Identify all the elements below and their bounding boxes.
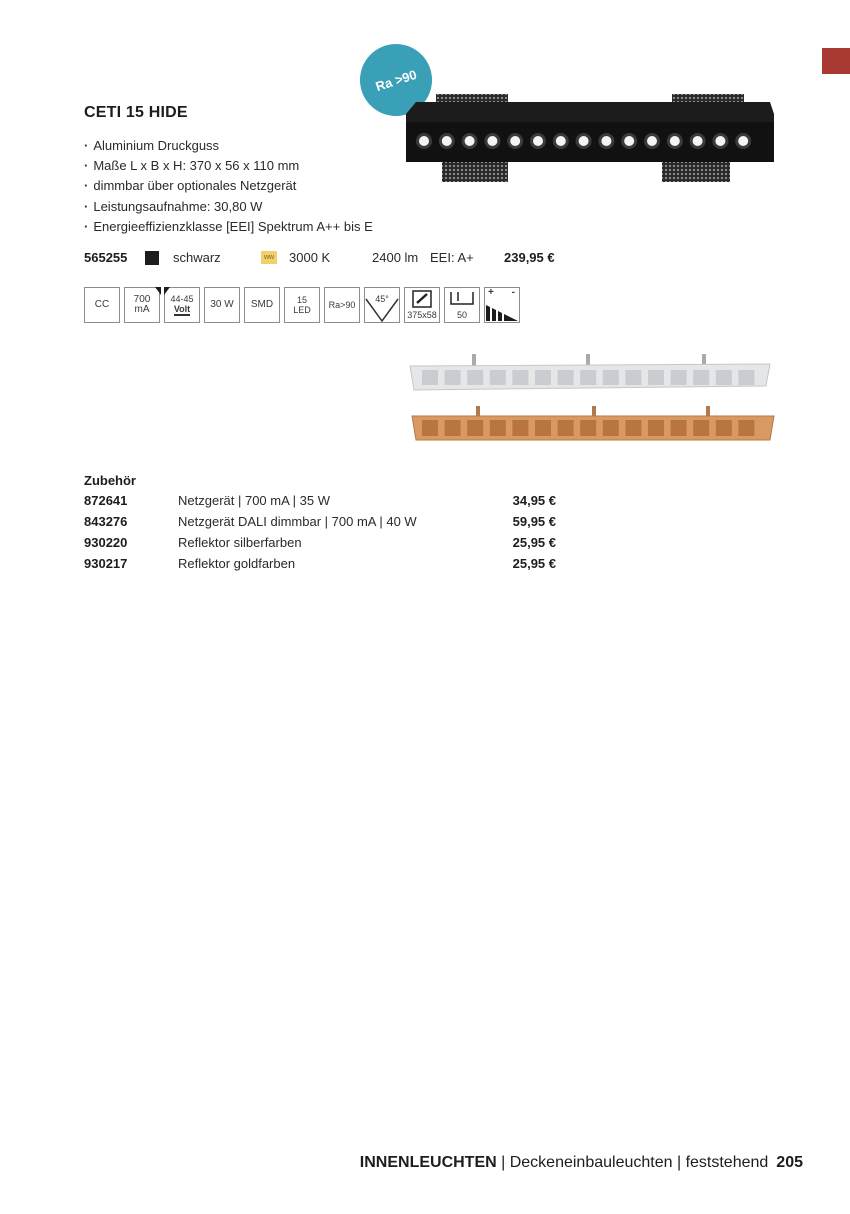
led-light (601, 136, 611, 146)
beam-angle-shape (364, 287, 400, 323)
variant-color-temperature: 3000 K (289, 250, 331, 265)
depth-label: 50 (456, 310, 467, 320)
led-light (693, 136, 703, 146)
accessory-sku: 930217 (84, 556, 128, 571)
led-count-icon (284, 287, 320, 323)
cutout-icon (404, 287, 440, 323)
voltage-icon (164, 287, 200, 323)
product-image-black-luminaire (400, 92, 780, 187)
reflector-cell (558, 420, 574, 436)
accessory-desc: Netzgerät DALI dimmbar | 700 mA | 40 W (178, 514, 417, 529)
led-light (715, 136, 725, 146)
reflector-cell (422, 420, 438, 436)
smd-icon (244, 287, 280, 323)
spec-icon-row (84, 287, 520, 323)
reflector-cell (558, 370, 574, 385)
led-light (487, 136, 497, 146)
footer-subcategory: feststehend (685, 1154, 769, 1171)
accessory-price: 25,95 € (512, 535, 556, 550)
reflector-gold-image (408, 406, 778, 448)
depth-icon (444, 287, 480, 323)
reflector-cell (467, 370, 483, 385)
wattage-icon (204, 287, 240, 323)
led-light (579, 136, 589, 146)
variant-color: schwarz (173, 250, 221, 265)
depth-shape (449, 290, 475, 306)
reflector-cell (693, 420, 709, 436)
accessory-price: 34,95 € (512, 493, 556, 508)
led-count-label: 15 (296, 295, 307, 305)
page-footer (360, 1154, 803, 1172)
accessory-desc: Reflektor goldfarben (178, 556, 296, 571)
cutout-label: 375x58 (407, 310, 437, 320)
feature-item: · dimmbar über optionales Netzgerät (84, 176, 373, 196)
ra-label: Ra>90 (328, 300, 356, 310)
reflector-cell (716, 420, 732, 436)
footer-category: Deckeneinbauleuchten (509, 1154, 673, 1171)
feature-item: · Leistungsaufnahme: 30,80 W (84, 197, 373, 217)
chapter-tab-marker (822, 48, 850, 74)
dim-plus-label: + (488, 287, 494, 298)
dimmable-icon (484, 287, 520, 323)
reflector-cell (671, 420, 687, 436)
accessory-desc: Netzgerät | 700 mA | 35 W (178, 493, 330, 508)
accessory-price: 59,95 € (512, 514, 556, 529)
reflector-cell (625, 420, 641, 436)
color-rendering-icon (324, 287, 360, 323)
accessory-price: 25,95 € (512, 556, 556, 571)
led-label: LED (293, 305, 311, 315)
reflector-cell (625, 370, 641, 385)
cc-label: CC (94, 299, 110, 310)
product-title: CETI 15 HIDE (84, 104, 188, 121)
reflector-cell (512, 420, 528, 436)
volt-unit-label: Volt (173, 304, 191, 314)
reflector-cell (738, 370, 754, 385)
variant-price: 239,95 € (504, 250, 555, 265)
accessory-sku: 930220 (84, 535, 128, 550)
footer-separator: | (672, 1154, 686, 1171)
reflector-cell (445, 370, 461, 385)
footer-separator: | (496, 1154, 510, 1171)
volt-range-label: 44-45 (170, 294, 194, 304)
reflector-cell (738, 420, 754, 436)
reflector-cell (648, 370, 664, 385)
variant-energy-class: EEI: A+ (430, 250, 474, 265)
led-light (465, 136, 475, 146)
smd-label: SMD (250, 299, 274, 310)
watt-label: 30 W (210, 299, 234, 310)
reflector-cells (422, 420, 754, 436)
accessories-heading: Zubehör (84, 473, 136, 488)
ra-badge-label: Ra >90 (373, 66, 419, 94)
led-light (510, 136, 520, 146)
variant-lumen: 2400 lm (372, 250, 419, 265)
led-light (624, 136, 634, 146)
reflector-cell (716, 370, 732, 385)
led-row (416, 133, 751, 149)
reflector-cells (422, 370, 754, 385)
led-light (419, 136, 429, 146)
reflector-cell (603, 370, 619, 385)
led-light (647, 136, 657, 146)
led-light (556, 136, 566, 146)
reflector-silver-image (408, 352, 773, 394)
reflector-cell (467, 420, 483, 436)
reflector-cell (535, 370, 551, 385)
feature-item: · Aluminium Druckguss (84, 136, 373, 156)
accessory-sku: 872641 (84, 493, 128, 508)
angle-label: 45° (375, 294, 389, 304)
reflector-cell (603, 420, 619, 436)
led-light (533, 136, 543, 146)
current-label: 700 mA (133, 294, 151, 315)
accessory-sku: 843276 (84, 514, 128, 529)
reflector-cell (671, 370, 687, 385)
reflector-cell (490, 370, 506, 385)
reflector-cell (580, 370, 596, 385)
accessory-desc: Reflektor silberfarben (178, 535, 302, 550)
reflector-cell (512, 370, 528, 385)
led-light (670, 136, 680, 146)
constant-current-icon (84, 287, 120, 323)
reflector-cell (693, 370, 709, 385)
footer-section: INNENLEUCHTEN (359, 1154, 497, 1171)
feature-item: · Maße L x B x H: 370 x 56 x 110 mm (84, 156, 373, 176)
reflector-cell (535, 420, 551, 436)
led-light (442, 136, 452, 146)
led-light (738, 136, 748, 146)
reflector-cell (422, 370, 438, 385)
reflector-cell (648, 420, 664, 436)
color-swatch (145, 251, 159, 265)
feature-item: · Energieeffizienzklasse [EEI] Spektrum A++ bis E (84, 217, 373, 237)
reflector-cell (490, 420, 506, 436)
reflector-cell (580, 420, 596, 436)
current-icon (124, 287, 160, 323)
variant-sku: 565255 (84, 250, 128, 265)
beam-angle-icon (364, 287, 400, 323)
cutout-shape (412, 290, 432, 308)
feature-list (84, 136, 373, 237)
reflector-cell (445, 420, 461, 436)
page-number: 205 (776, 1154, 803, 1171)
dim-minus-label: - (511, 287, 515, 298)
warm-white-icon: ww (261, 251, 277, 264)
